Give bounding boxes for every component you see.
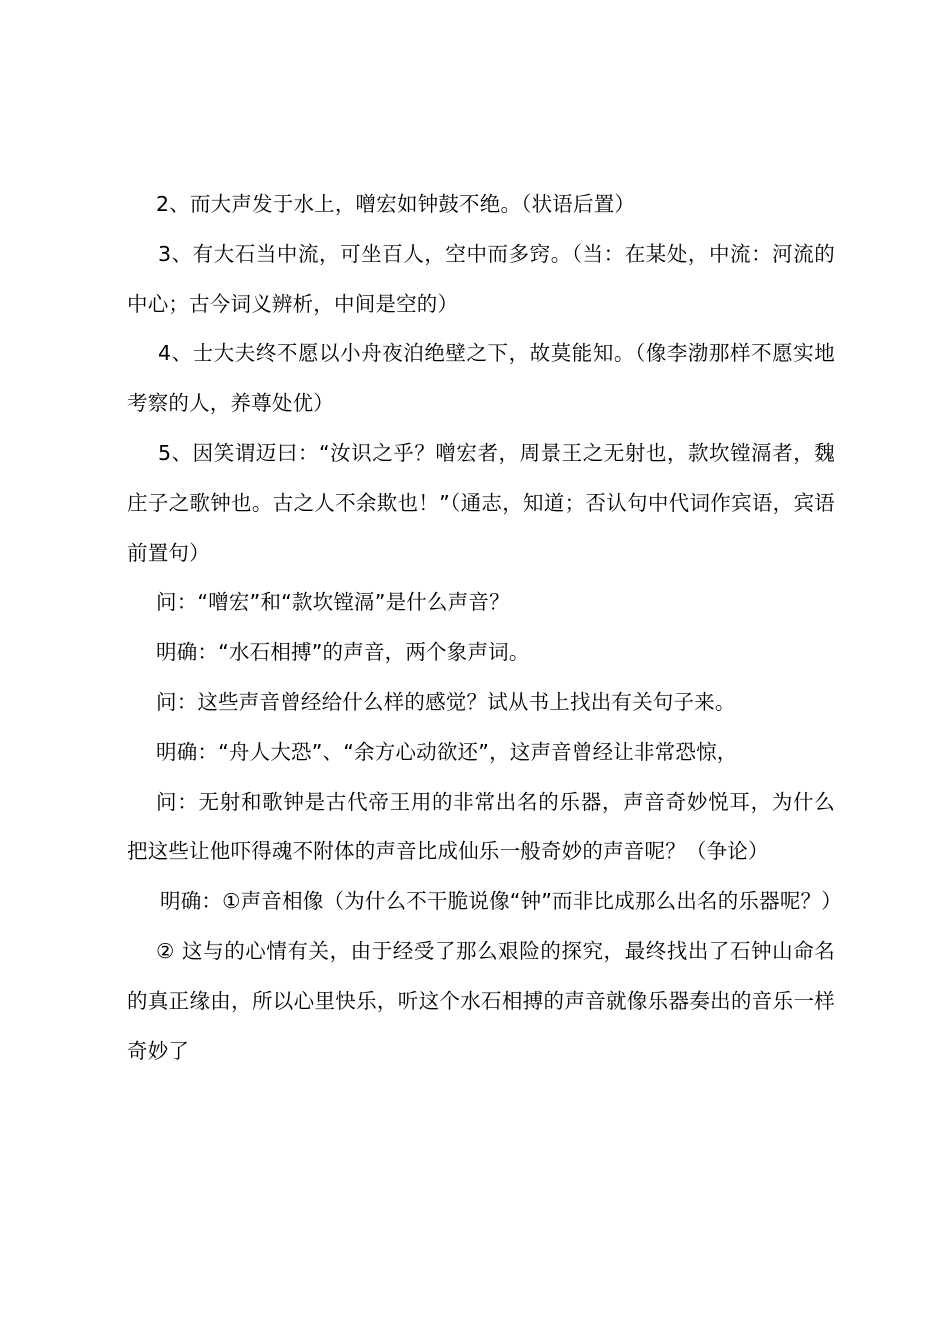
answer-point-two: ② 这与的心情有关，由于经受了那么艰险的探究，最终找出了石钟山命名的真正缘由，所以心里快乐，听这个水石相搏的声音就像乐器奏出的音乐一样奇妙了 <box>127 938 835 1063</box>
question-sound-feeling: 问：这些声音曾经给什么样的感觉？试从书上找出有关句子来。 <box>156 689 736 714</box>
document-body <box>127 180 842 1076</box>
answer-sound-names: 明确：“水石相搏”的声音，两个象声词。 <box>156 640 530 665</box>
paragraph-item-5: 5、因笑谓迈曰：“汝识之乎？噌宏者，周景王之无射也，款坎镗滆者，魏庄子之歌钟也。古之人不余欺也！”（通志，知道；否认句中代词作宾语，宾语前置句） <box>127 440 835 565</box>
question-sound-names: 问：“噌宏”和“款坎镗滆”是什么声音？ <box>156 590 510 615</box>
paragraph-item-4: 4、士大夫终不愿以小舟夜泊绝壁之下，故莫能知。（像李渤那样不愿实地考察的人，养尊处优） <box>127 341 835 416</box>
answer-sound-feeling: 明确：“舟人大恐”、“余方心动欲还”，这声音曾经让非常恐惊， <box>156 739 738 764</box>
question-instrument-comparison: 问：无射和歌钟是古代帝王用的非常出名的乐器，声音奇妙悦耳，为什么把这些让他吓得魂不附体的声音比成仙乐一般奇妙的声音呢？（争论） <box>127 789 835 864</box>
paragraph-item-3: 3、有大石当中流，可坐百人，空中而多窍。（当：在某处，中流：河流的中心；古今词义辨析，中间是空的） <box>127 241 835 316</box>
answer-point-one: 明确：①声音相像（为什么不干脆说像“钟”而非比成那么出名的乐器呢？） <box>160 889 842 914</box>
paragraph-item-2: 2、而大声发于水上，噌宏如钟鼓不绝。（状语后置） <box>156 192 636 216</box>
